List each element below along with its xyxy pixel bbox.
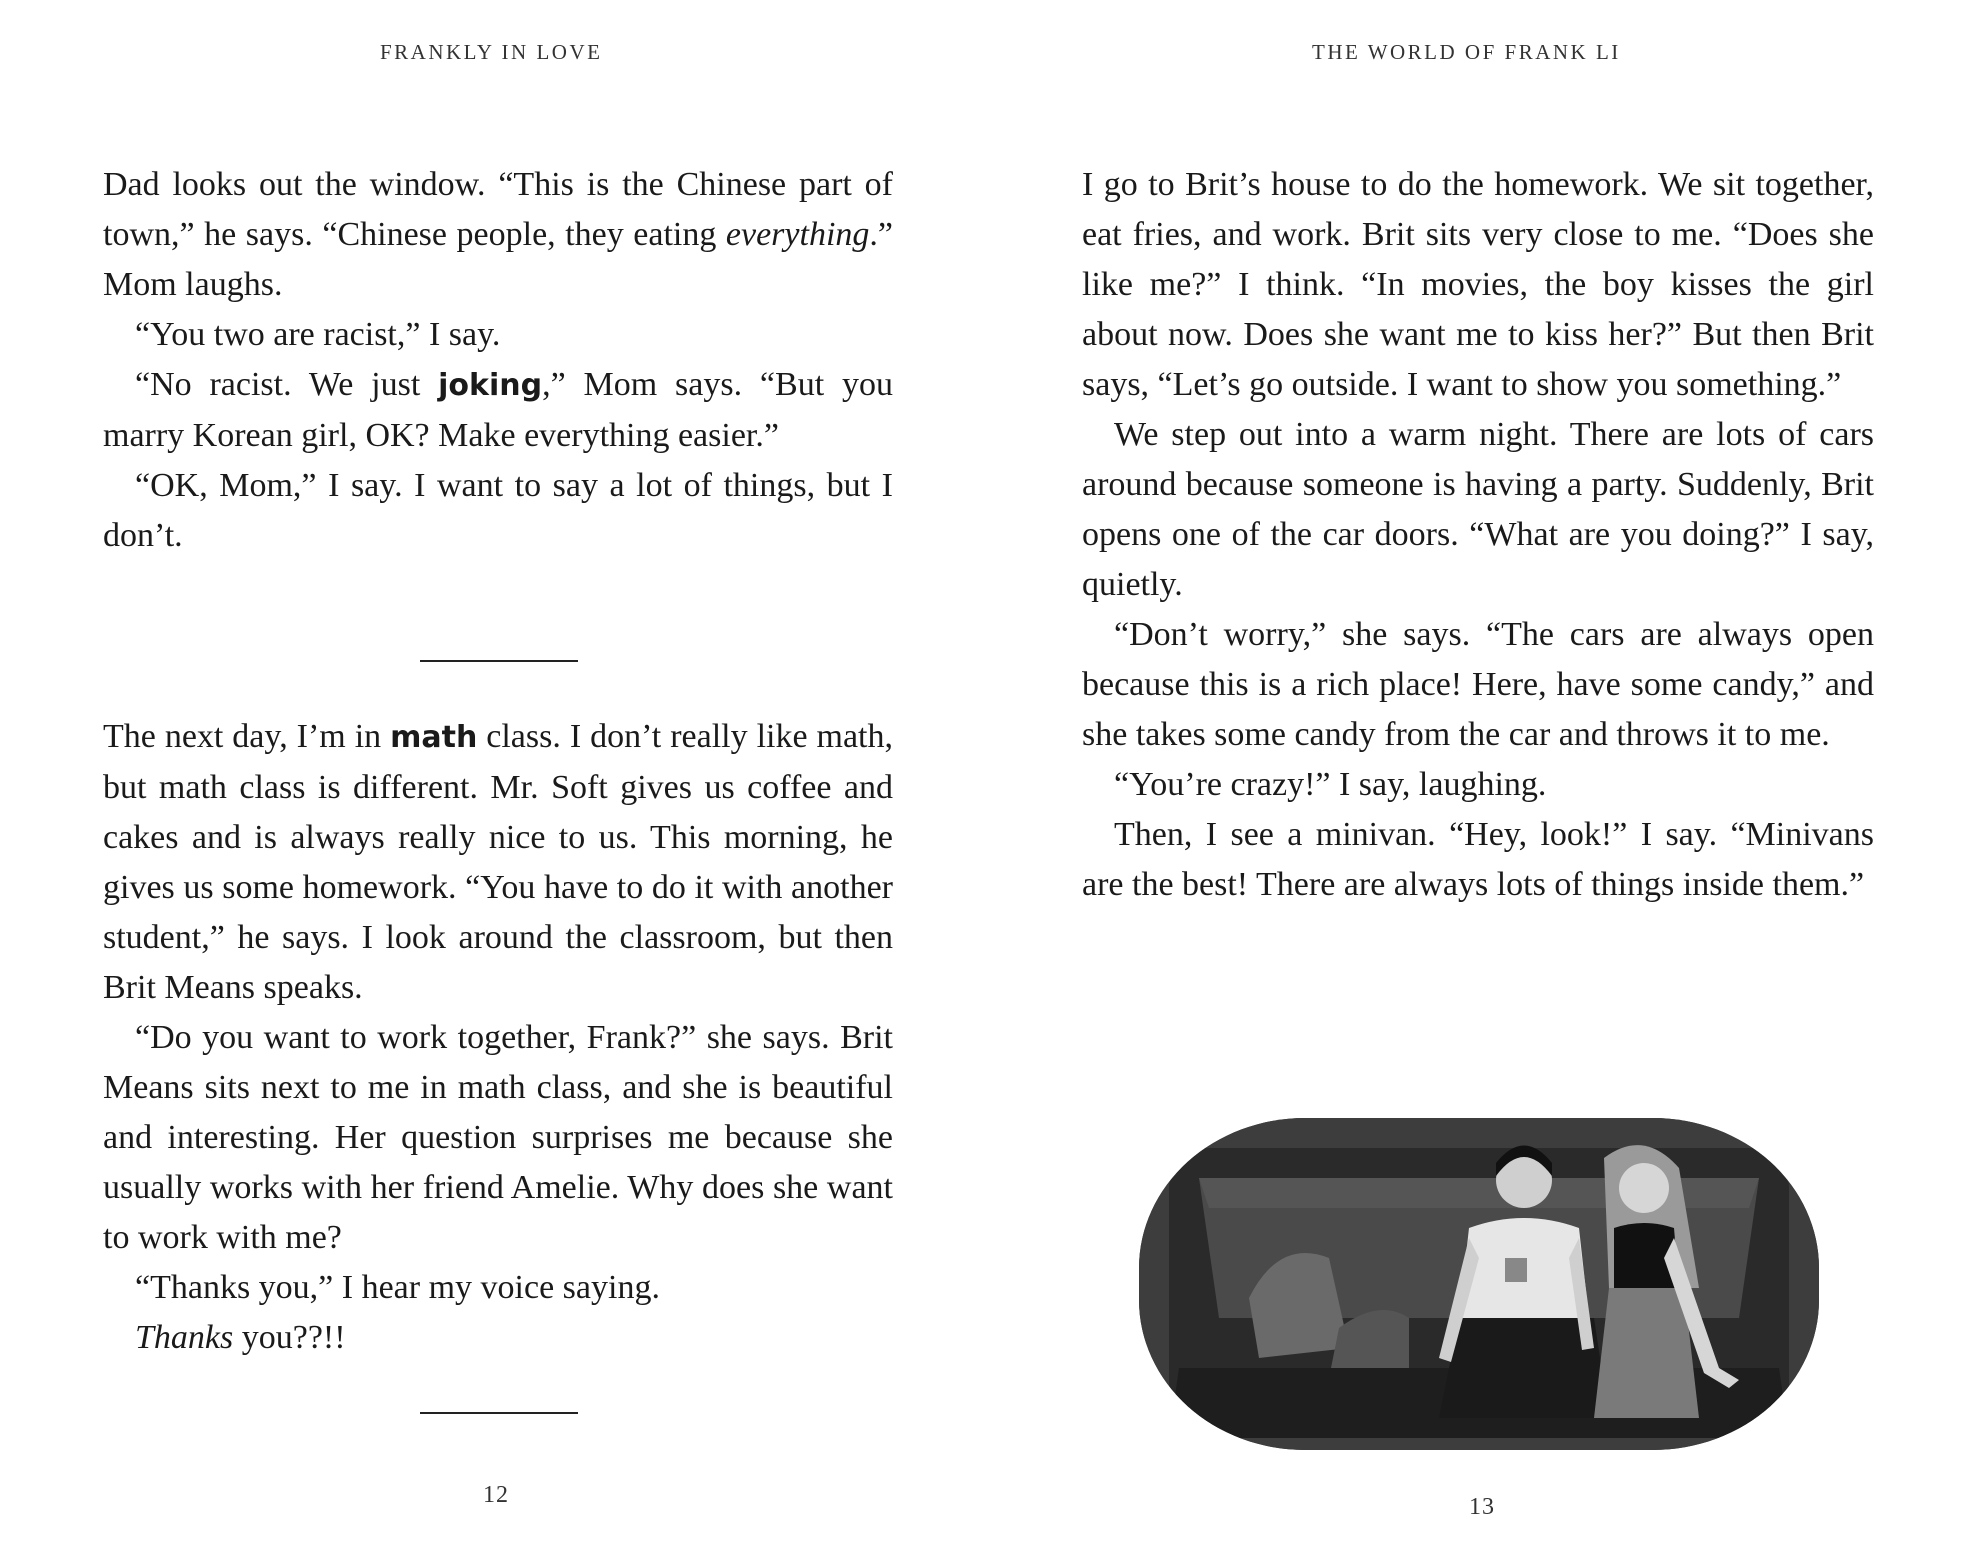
paragraph: “You’re crazy!” I say, laughing.	[1114, 766, 1547, 803]
minivan-illustration	[1139, 1118, 1819, 1450]
page-number-right: 13	[1469, 1494, 1495, 1520]
running-head-left: FRANKLY IN LOVE	[380, 40, 603, 64]
section-divider	[420, 660, 578, 662]
paragraph: Thanks you??!!	[135, 1319, 346, 1356]
paragraph: “Don’t worry,” she says. “The cars are always open because this is a rich place! Here, have some candy,” and she takes some candy from the car and throws it to me.	[1082, 616, 1874, 753]
right-page	[984, 0, 1968, 1559]
paragraph: Dad looks out the window. “This is the Chinese part of town,” he says. “Chinese people, they eating everything.” Mom laughs.	[103, 166, 893, 303]
paragraph: “You two are racist,” I say.	[135, 316, 501, 353]
text-block-2	[103, 712, 893, 1363]
paragraph: “Thanks you,” I hear my voice saying.	[135, 1269, 660, 1306]
paragraph: “OK, Mom,” I say. I want to say a lot of things, but I don’t.	[103, 467, 893, 554]
paragraph: “Do you want to work together, Frank?” she says. Brit Means sits next to me in math class, and she is beautiful and interesting. Her question surprises me because she usually works with her friend Amelie. Why does she want to work with me?	[103, 1019, 893, 1256]
section-divider	[420, 1412, 578, 1414]
paragraph: The next day, I’m in math class. I don’t really like math, but math class is different. Mr. Soft gives us coffee and cakes and is always really nice to us. This morning, he gives us some homework. “You have to do it with another student,” he says. I look around the classroom, but then Brit Means speaks.	[103, 718, 893, 1006]
paragraph: Then, I see a minivan. “Hey, look!” I say. “Minivans are the best! There are always lots of things inside them.”	[1082, 816, 1874, 903]
page-number-left: 12	[483, 1482, 509, 1508]
paragraph: We step out into a warm night. There are lots of cars around because someone is having a party. Suddenly, Brit opens one of the car doors. “What are you doing?” I say, quietly.	[1082, 416, 1874, 603]
paragraph: I go to Brit’s house to do the homework. We sit together, eat fries, and work. Brit sits very close to me. “Does she like me?” I think. “In movies, the boy kisses the girl about now. Does she want me to kiss her?” But then Brit says, “Let’s go outside. I want to show you something.”	[1082, 166, 1874, 403]
paragraph: “No racist. We just joking,” Mom says. “But you marry Korean girl, OK? Make everything easier.”	[103, 366, 893, 454]
text-block-right	[1082, 160, 1874, 910]
text-block-1	[103, 160, 893, 561]
running-head-right: THE WORLD OF FRANK LI	[1312, 40, 1621, 64]
illustration-drawing	[1139, 1118, 1819, 1450]
